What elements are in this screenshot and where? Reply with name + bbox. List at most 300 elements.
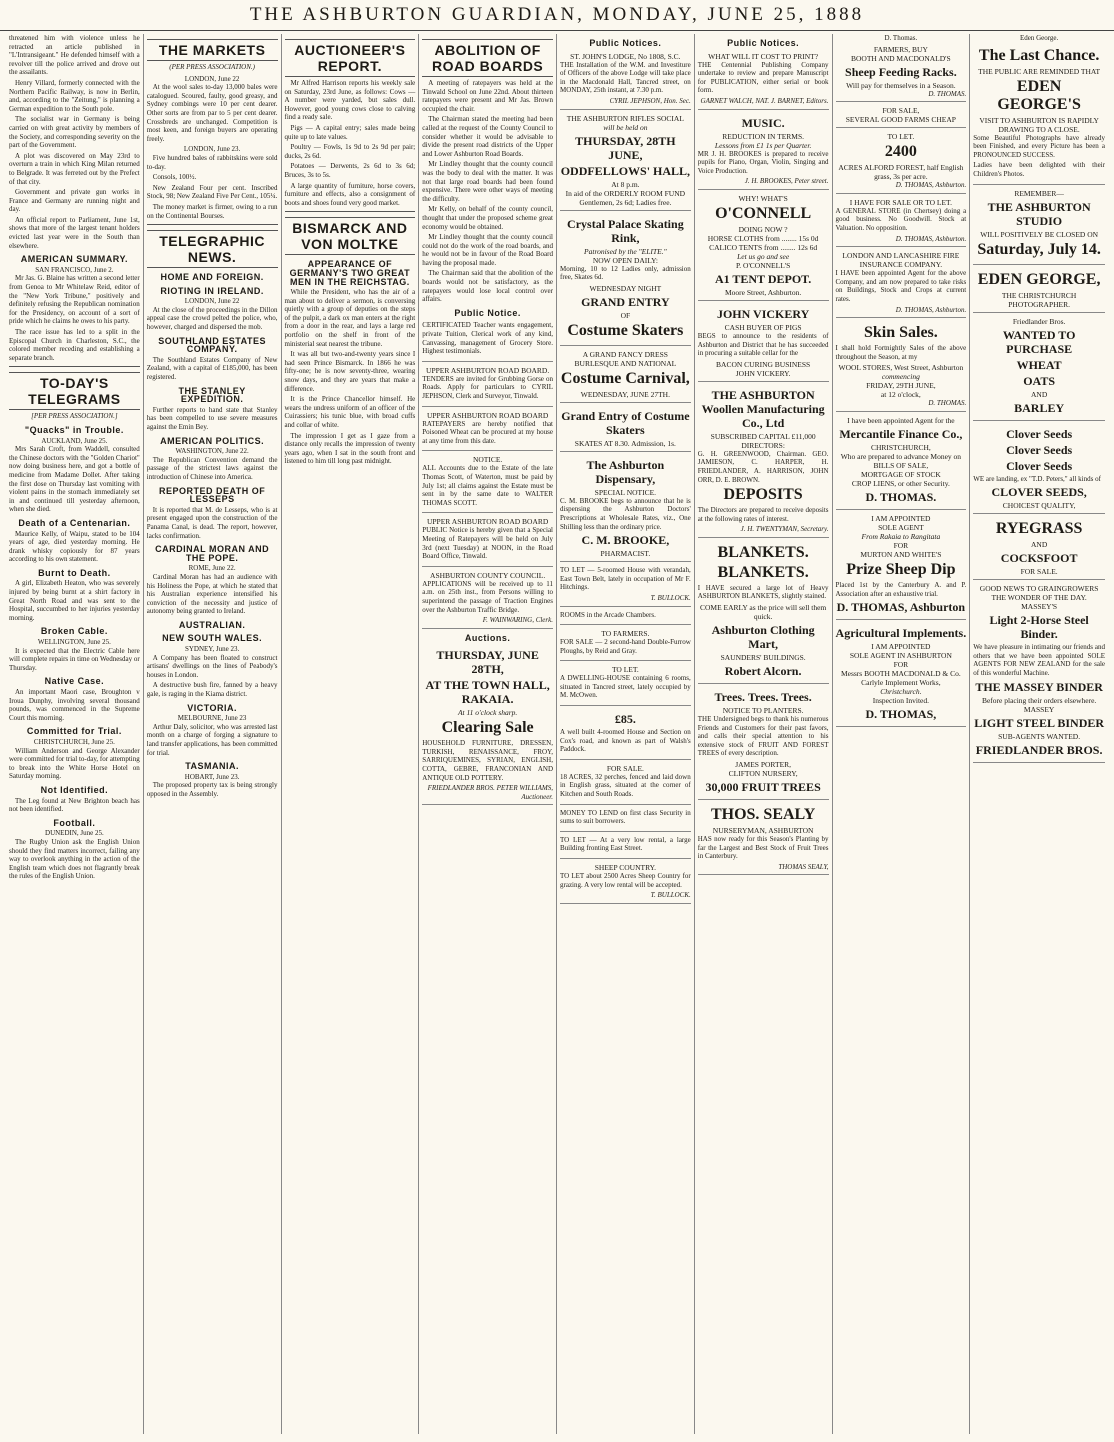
article-paragraph: Five hundred bales of rabbitskins were sold to-day. (146, 153, 278, 171)
ad-title: The Last Chance. (978, 46, 1100, 64)
subheading: "Quacks" in Trouble. (24, 424, 124, 435)
ad-text: THE Undersigned begs to thank his numerous Friends and Customers for their past favors, and calls their special attention to his extensive stock of FRUIT AND FOREST TREES of every description. (697, 715, 829, 758)
ad-signature: FRIEDLANDER BROS. (975, 742, 1103, 757)
ad-signature: D. THOMAS. (865, 489, 937, 504)
subheading: Native Case. (44, 676, 105, 687)
article-paragraph: At the wool sales to-day 13,000 bales were catalogued. Scoured, faulty, good greasy, and Sydney combings were 10 per cent dearer. Other sorts are from par to 5 per cent dearer. Crossbreds are unchanged. Competition is most keen, and foreign buyers are operating freely. (146, 83, 278, 143)
ad-text: A GRAND FANCY DRESS BURLESQUE AND NATIONAL (574, 349, 677, 368)
ad-signature: D. THOMAS, Ashburton (836, 600, 966, 615)
ad-text: Lessons from £1 1s per Quarter. (714, 140, 812, 150)
ad-date: THURSDAY, JUNE 28TH, (436, 648, 539, 677)
subheading: SOUTHLAND ESTATES COMPANY. (158, 335, 266, 355)
ad-text: APPLICATIONS will be received up to 11 a.m. on 25th inst., from Persons willing to superintend the passage of Traction Engines over the Ashburton Traffic Bridge. (422, 579, 553, 614)
ad-teacher (422, 319, 553, 361)
ad-title: UPPER ASHBURTON ROAD BOARD (426, 517, 549, 527)
ad-title: Mercantile Finance Co., (839, 426, 963, 441)
ad-price-line: CALICO TENTS from ........ 12s 6d (709, 242, 818, 252)
article-paragraph: New Zealand Four per cent. Inscribed Stock, 98; New Zealand Five Per Cent., 105¼. (146, 183, 278, 201)
subheading: Burnt to Death. (38, 567, 111, 578)
ad-title: O'CONNELL (715, 204, 812, 222)
ad-text: BOOTH AND MACDONALD'S (851, 53, 951, 63)
ad-text: Christchurch. (880, 687, 922, 697)
ad-time: at 12 o'clock, (880, 390, 921, 400)
article-paragraph: Cardinal Moran has had an audience with his Holiness the Pope, at which he stated that his Australian experience intensified his conviction of the necessity and justice of autonomy being granted to Ireland. (146, 572, 278, 616)
ad-date: Saturday, July 14. (977, 240, 1101, 258)
subheading: Broken Cable. (40, 626, 108, 637)
ad-photographer (973, 267, 1105, 313)
dateline: SAN FRANCISCO, June 2. (35, 265, 114, 274)
column-header: D. Thomas. (884, 34, 918, 42)
article-paragraph: An official report to Parliament, June 1st, shows that more of the largest tenant holders evicted last year were in the South than elsewhere. (9, 215, 140, 250)
ad-text: HOUSEHOLD FURNITURE, DRESSEN, TURKISH, RENAISSANCE, FROY, SARRIQUEMINES, SYRIAN, ENGLISH, COTTA, GEBRE, FRANCONIAN AND ANTIQUE OLD POTTERY. (422, 739, 553, 782)
ad-text: MASSEY (1023, 704, 1055, 714)
article-paragraph: An important Maori case, Broughton v Iroua Dunphy, involving several thousand pounds, was commenced in the Supreme Court this morning. (9, 688, 140, 722)
page-columns (6, 34, 1108, 1434)
ad-subtitle: DOING NOW ? (738, 224, 788, 234)
ad-title: Clover Seeds (1006, 442, 1073, 457)
ad-text: Carlyle Implement Works, (861, 678, 941, 688)
ad-text: MURTON AND WHITE'S (860, 549, 942, 559)
ad-title: WANTED TO PURCHASE (1002, 327, 1076, 356)
subheading: TASMANIA. (185, 761, 240, 772)
ad-skin-sales (836, 320, 967, 412)
subheading: Death of a Centenarian. (18, 517, 131, 528)
article-paragraph: Mr Jas. G. Blaine has written a second letter from Genoa to Mr Whitelaw Reid, editor of the "New York Tribune," positively and definitely refusing the Republican nomination for the Presidency, on account of a sort of pride which he claims he owes to his party. (9, 274, 140, 326)
ad-title: £85. (614, 712, 636, 727)
article-paragraph: Arthur Daly, solicitor, who was arrested last month on a charge of forging a signature to land transfer applications, has been committed for trial. (146, 722, 278, 757)
ad-title: Trees. Trees. Trees. (714, 690, 812, 705)
ad-subtitle: CHOICEST QUALITY, (1002, 501, 1076, 511)
ad-signature: D. THOMAS. (928, 399, 967, 408)
ad-john-vickery (698, 303, 829, 382)
ad-text: REMEMBER— (1014, 188, 1064, 198)
ad-dwelling (560, 663, 691, 706)
article-paragraph: The Rugby Union ask the English Union should they find matters incorrect, failing any way to overlook anything in the action of the English team which does not flagrantly break the rules of the English Union. (9, 837, 140, 881)
ad-text: Placed 1st by the Canterbury A. and P. Association after an exhaustive trial. (835, 580, 967, 598)
ad-text: WOOL STORES, West Street, Ashburton (838, 363, 964, 373)
ad-number: 2400 (884, 143, 917, 161)
ad-text: Who are prepared to advance Money on (840, 451, 962, 461)
ad-subtitle: CHRISTCHURCH, (870, 442, 931, 452)
ad-text: MASSEY'S (1021, 602, 1058, 612)
ad-text: Ladies have been delighted with their Children's Photos. (973, 161, 1105, 178)
article-paragraph: It was all but two-and-twenty years since I had seen Prince Bismarck. In 1866 he was fifty-one; he is now seventy-three, wearing snow days, and they are years that make a difference. (284, 350, 416, 393)
ad-title: Clover Seeds (1006, 426, 1073, 441)
ad-directors: G. H. GREENWOOD, Chairman. GEO. JAMIESON, C. HARPER, H. FRIEDLANDER, A. HARRISON, JOHN ORR, D. E. BROWN. (697, 449, 829, 484)
ad-text: MONEY TO LEND on first class Security in sums to suit borrowers. (560, 808, 691, 826)
masthead (0, 0, 1114, 31)
article-paragraph: Potatoes — Derwents, 2s 6d to 3s 6d; Bruces, 3s to 5s. (284, 162, 416, 179)
ad-sheep-racks (836, 43, 967, 103)
ad-rooms (560, 609, 691, 626)
ad-signature: T. BULLOCK. (650, 593, 691, 602)
subheading: Not Identified. (40, 784, 109, 795)
subheading: AMERICAN POLITICS. (160, 435, 265, 446)
ad-signature: JOHN VICKERY. (735, 368, 791, 378)
ad-signature: D. THOMAS, Ashburton. (895, 181, 967, 190)
dateline: CHRISTCHURCH, June 25. (33, 737, 115, 746)
ad-farms-sale (836, 104, 967, 128)
ad-title: Sheep Feeding Racks. (845, 64, 957, 79)
subheading: Football. (53, 817, 96, 828)
ad-title: FOR SALE, (882, 106, 920, 116)
ad-sheep-dip (836, 512, 967, 620)
ad-text: A GENERAL STORE (in Chertsey) doing a good business. No Goodwill. Stock at Valuation. No opposition. (835, 206, 967, 232)
dateline: LONDON, June 22 (184, 297, 240, 306)
ad-text: TENDERS are invited for Grubbing Gorse on Roads. Apply for particulars to CYRIL JEPHSON, Clerk and Surveyor, Tinwald. (422, 374, 553, 400)
ad-text: I have been appointed Agent for the (847, 415, 955, 425)
article-paragraph: Mr Lindley thought that the county council could not do the work of the road boards, and he would not be in favour of the Road Board having the proposal made. (422, 233, 553, 267)
ad-text: TO LET — 5-roomed House with verandah, East Town Belt, lately in occupation of Mr F. Hitchings. (560, 566, 691, 592)
ad-text: FOR SALE — 2 second-hand Double-Furrow Ploughs, by Reid and Gray. (560, 638, 691, 655)
heading-bismarck: BISMARCK AND VON MOLTKE (285, 217, 416, 255)
ad-title: MUSIC. (741, 115, 785, 130)
ad-agricultural-implements (836, 622, 967, 727)
article-paragraph: The Chairman stated the meeting had been called at the request of the County Council to consider whether it would be advisable to divide the present road districts of the Upper and Lower Ashburton Road Boards. (422, 115, 553, 158)
ad-text: ALL Accounts due to the Estate of the late Thomas Scott, of Waterton, must be paid by July 1st; all claims against the Estate must be sent in by the same date to WALTER THOMAS SCOTT. (422, 464, 553, 507)
ad-title: RYEGRASS (995, 520, 1083, 538)
ad-skating-rink (560, 213, 691, 346)
column-7 (833, 34, 971, 1434)
ad-title: Costume Carnival, (560, 369, 690, 387)
ad-text: VISIT TO ASHBURTON IS RAPIDLY DRAWING TO A CLOSE. (979, 115, 1099, 134)
ad-title: THOS. SEALY (710, 806, 816, 824)
article-paragraph: A plot was discovered on May 23rd to overturn a train in which King Milan returned to Belgrade. It was ferreted out by the Prefect of that city. (9, 151, 140, 186)
ad-dispensary (560, 454, 691, 562)
article-paragraph: Pigs — A capital entry; sales made being quite up to late values. (284, 123, 416, 141)
ad-text: PUBLIC Notice is hereby given that a Special Meeting of Ratepayers will be held on July 3rd (next Tuesday) at NOON, in the Road Board Office, Tinwald. (422, 526, 553, 561)
ad-signature: F. WAINWARING, Clerk. (482, 616, 553, 625)
ad-title: WHAT WILL IT COST TO PRINT? (708, 51, 819, 61)
ad-text: ACRES ALFORD FOREST, half English grass, 3s per acre. (838, 163, 964, 182)
ad-signature: D. THOMAS, Ashburton. (895, 305, 967, 314)
ad-text: BACON CURING BUSINESS (716, 359, 811, 369)
ad-text: I shall hold Fortnightly Sales of the above throughout the Season, at my (835, 344, 967, 361)
ad-title: TO FARMERS. (601, 629, 650, 639)
ad-text: The Directors are prepared to receive deposits at the following rates of interest. (697, 506, 829, 523)
ad-title: ST. JOHN'S LODGE, No 1808, S.C. (570, 51, 681, 61)
ad-date: WEDNESDAY, JUNE 27TH. (580, 389, 670, 399)
ad-text: FOR SALE. (1020, 567, 1058, 577)
press-credit: [PER PRESS ASSOCIATION.] (31, 412, 118, 421)
ad-signature: THOMAS SEALY, (778, 862, 829, 871)
ad-text: GRAND ENTRY (581, 294, 670, 309)
dateline: AUCKLAND, June 25. (41, 436, 108, 445)
ad-mercantile-finance (836, 414, 967, 510)
article-paragraph: A destructive bush fire, fanned by a heavy gale, is raging in the Kiama district. (146, 681, 278, 699)
article-paragraph: Maurice Kelly, of Waipu, stated to be 104 years of age, died yesterday morning. He drank whisky copiously for 87 years according to his own statement. (9, 529, 140, 564)
article-paragraph: The socialist war in Germany is being carried on with great activity by members of the Society, and corresponding severity on the part of the Government. (9, 115, 140, 150)
ad-text: RATEPAYERS are hereby notified that Poisoned Wheat can be procured at my house at any time from this date. (422, 419, 553, 445)
article-paragraph: While the President, who has the air of a man about to deliver a sermon, is conversing quietly with a group of deputies on the steps of the pulpit, a dark ox man enters at the right from a door in the rear, and lays a large red portfolio on the shelf in front of the ministerial seat nearest the tribune. (284, 288, 416, 348)
ad-text: THE Installation of the W.M. and Investiture of Officers of the above Lodge will take place in the Macdonald Hall, Tancred street, on MONDAY, 25th instant, at 7.30 p.m. (560, 60, 691, 95)
ad-costume-carnival (560, 348, 691, 403)
ad-road-board-wheat (422, 409, 553, 452)
heading-telegraphic-news: TELEGRAPHIC NEWS. (147, 230, 278, 268)
ad-ryegrass (973, 516, 1105, 580)
divider (147, 224, 278, 225)
ad-text: CROP LIENS, or other Security. (851, 478, 950, 488)
ad-text: P. O'CONNELL'S (735, 260, 791, 270)
ad-massey-binder (973, 582, 1105, 762)
ad-text: C. M. BROOKE begs to announce that he is dispensing the Ashburton Doctors' Prescriptions at Wholesale Rates, viz., One Shilling less than the ordinary price. (560, 496, 691, 531)
ad-signature: D. THOMAS. (928, 89, 967, 98)
ad-title: NOTICE. (472, 455, 503, 465)
article-paragraph: At the close of the proceedings in the Dillon appeal case the crowd pelted the police, who, however, charged and dispersed the mob. (146, 305, 278, 332)
ad-text: We have pleasure in intimating our friends and others that we have been appointed SOLE AGENTS FOR NEW ZEALAND for the sale of this wonderful Machine. (973, 643, 1105, 677)
section-header: Public Notices. (727, 38, 800, 48)
divider (285, 211, 416, 212)
ad-text: AND (1031, 389, 1048, 399)
ad-text: WEDNESDAY NIGHT (589, 283, 662, 293)
newspaper-title: THE ASHBURTON GUARDIAN, MONDAY, JUNE 25, 1888 (249, 4, 865, 25)
ad-text: will be held on (603, 122, 648, 132)
ad-time: At 11 o'clock sharp. (457, 708, 518, 718)
article-paragraph: A meeting of ratepayers was held at the Tinwald School on June 22nd. About thirteen ratepayers were present and Mr Jas. Brown occupied the chair. (422, 79, 553, 113)
ad-text: WILL POSITIVELY BE CLOSED ON (980, 229, 1099, 239)
ad-text: 18 ACRES, 32 perches, fenced and laid down in English grass, situated at the corner of Kitchen and South Roads. (560, 772, 691, 799)
ad-eden-george (973, 43, 1105, 185)
ad-road-board-meeting (422, 515, 553, 566)
ad-text: WHEAT (1016, 357, 1062, 372)
ad-2400-acres (836, 130, 967, 194)
column-1 (6, 34, 144, 1434)
ad-house-85 (560, 708, 691, 760)
ad-title: LONDON AND LANCASHIRE FIRE INSURANCE COMPANY. (842, 251, 960, 270)
ad-text: Some Beautiful Photographs have already been Finished, and every Picture has been a PRONOUNCED SUCCESS. (973, 133, 1105, 159)
article-paragraph: Mrs Sarah Croft, from Waddell, consulted the Chinese doctors with the "Golden Chariot" now doing business here, and got a bottle of medicine from Madame Dollet. After taking the first dose on Thursday last vomiting with violent pains in the stomach immediately set in and continued till yesterday afternoon, when she died. (9, 445, 140, 514)
ad-music (698, 112, 829, 190)
ad-title: A1 TENT DEPOT. (714, 271, 812, 286)
article-paragraph: The Republican Convention demand the passage of the strictest laws against the introduction of Chinese into America. (146, 455, 278, 481)
dateline: DUNEDIN, June 25. (45, 829, 104, 838)
ad-signature: J. H. TWENTYMAN, Secretary. (740, 525, 829, 534)
ad-text: Morning, 10 to 12 Ladies only, admission free, Skates 6d. (560, 264, 691, 282)
article-paragraph: The Leg found at New Brighton beach has not been identified. (9, 796, 140, 814)
ad-text: BARLEY (1014, 400, 1065, 415)
subheading: HOME AND FOREIGN. (160, 272, 264, 283)
ad-subtitle: Patronised by the "ELITE." (584, 246, 667, 256)
ad-text: MR J. H. BROOKES is prepared to receive pupils for Piano, Organ, Violin, Singing and Voice Production. (697, 149, 829, 175)
ad-title: Agricultural Implements. (835, 626, 967, 641)
column-2 (144, 34, 282, 1434)
ad-text: FOR (893, 660, 909, 670)
ad-place: ODDFELLOWS' HALL, (560, 163, 691, 178)
ad-text: COME EARLY as the price will sell them quick. (700, 603, 827, 622)
ad-title: Clearing Sale (441, 719, 534, 737)
ad-text: AND (1031, 540, 1048, 550)
ad-text: TO LET about 2500 Acres Sheep Country for grazing. A very low rental will be accepted. (560, 872, 691, 889)
ad-text: I AM APPOINTED (871, 642, 931, 652)
ad-title: Ashburton Clothing Mart, (711, 623, 815, 652)
ad-to-farmers (560, 627, 691, 661)
ad-costume-skaters (560, 405, 691, 452)
ad-signature: T. BULLOCK. (650, 891, 691, 900)
ad-text: Let us go and see (737, 251, 790, 261)
dateline: WASHINGTON, June 22. (175, 447, 249, 456)
column-8 (970, 34, 1108, 1434)
ad-title: BLANKETS. (717, 563, 809, 581)
ad-text: LIGHT STEEL BINDER (974, 715, 1105, 730)
ad-text: Before placing their orders elsewhere. (981, 695, 1097, 705)
article-paragraph: threatened him with violence unless he retracted an article published in "L'Intransigeant." He defended himself with a revolver till the police arrived and drove out the assailants. (9, 34, 140, 77)
ad-text: HAS now ready for this Season's Planting by far the Largest and Best Stock of Fruit Trees in Canterbury. (697, 835, 829, 861)
dateline: SYDNEY, June 23. (184, 645, 240, 654)
ad-title: UPPER ASHBURTON ROAD BOARD. (426, 365, 550, 375)
ad-clearing-sale (422, 644, 553, 805)
ad-text: NOW OPEN DAILY: (592, 255, 658, 265)
dateline: ROME, June 22. (188, 564, 236, 573)
ad-signature: GARNET WALCH, NAT. J. BARNET, Editors. (700, 96, 829, 105)
ad-signature: D. THOMAS, (865, 707, 937, 722)
ad-subtitle: SAUNDERS' BUILDINGS. (720, 653, 806, 663)
ad-text: WHY! WHAT'S (738, 193, 788, 203)
ad-text: Friedlander Bros. (1012, 316, 1066, 326)
article-paragraph: William Anderson and George Alexander were committed for trial to-day, for attempting to break into the White Horse Hotel on Saturday morning. (9, 746, 140, 781)
ad-thos-sealy (698, 802, 829, 875)
ad-text: ROOMS in the Arcade Chambers. (560, 610, 656, 619)
dateline: LONDON, June 23. (183, 145, 241, 154)
ad-place: AT THE TOWN HALL, RAKAIA. (425, 678, 550, 707)
ad-date: THURSDAY, 28TH JUNE, (575, 133, 676, 162)
dateline: WELLINGTON, June 25. (37, 638, 111, 647)
ad-text: I HAVE secured a large lot of Heavy ASHBURTON BLANKETS, slightly stained. (697, 583, 829, 601)
article-paragraph: A girl, Elizabeth Heaton, who was severely injured by being burnt at a shirt factory in Great North Road and was sent to the Hospital, succumbed to her injuries yesterday morning. (9, 579, 140, 622)
press-credit: (PER PRESS ASSOCIATION.) (169, 63, 255, 71)
subheading: CARDINAL MORAN AND THE POPE. (155, 544, 270, 563)
ad-text: A well built 4-roomed House and Section on Cox's road, and known as part of Walsh's Paddock. (560, 728, 691, 754)
ad-subtitle: SPECIAL NOTICE. (594, 487, 657, 497)
section-header: Auctions. (464, 632, 511, 643)
ad-text: Inspection Invited. (872, 696, 929, 706)
ad-title: 30,000 FRUIT TREES (705, 780, 821, 795)
dateline: LONDON, June 22 (184, 74, 240, 83)
article-paragraph: Mr Alfred Harrison reports his weekly sale on Saturday, 23rd June, as follows: Cows — A number were yarded, but sales dull. However, good young cows close to calving find a ready sale. (284, 79, 416, 122)
ad-sheep-country (560, 861, 691, 904)
ad-title: FOR SALE. (606, 763, 644, 773)
subheading: Committed for Trial. (26, 726, 122, 737)
dateline: HOBART, June 23. (184, 772, 240, 781)
subheading: APPEARANCE OF GERMANY'S TWO GREAT MEN IN THE REICHSTAG. (289, 259, 411, 287)
article-paragraph: It is reported that M. de Lesseps, who is at present engaged upon the construction of the Panama Canal, is dead. The report, however, lacks confirmation. (146, 505, 278, 540)
ad-title: Light 2-Horse Steel Binder. (989, 613, 1089, 642)
ad-title: SHEEP COUNTRY. (594, 863, 656, 872)
article-paragraph: Mr Kelly, on behalf of the county council, thought that under the proposed scheme great economy would be obtained. (422, 205, 553, 231)
ad-text: From Rakaia to Rangitata (861, 531, 941, 541)
article-paragraph: Mr Lindley thought that the county council was the body to deal with the matter. It was not that large road boards had been found expensive. There were other ways of meeting the difficulty. (422, 160, 553, 203)
subheading: REPORTED DEATH OF LESSEPS (158, 485, 266, 505)
ad-date: FRIDAY, 29TH JUNE, (866, 381, 936, 391)
ad-title: COCKSFOOT (1000, 551, 1078, 566)
ad-county-council (422, 569, 553, 629)
ad-text: In aid of the ORDERLY ROOM FUND (565, 188, 686, 198)
ad-text: TO LET — At a very low rental, a large Building fronting East Street. (560, 835, 691, 853)
dateline: MELBOURNE, June 23 (177, 714, 247, 723)
article-paragraph: The race issue has led to a split in the Episcopal Church in Charleston, S.C., the colored member receding and establishing a separate branch. (9, 328, 140, 362)
ad-print-cost (698, 50, 829, 110)
ad-title: THE ASHBURTON STUDIO (987, 199, 1091, 228)
column-5 (557, 34, 695, 1434)
ad-title: TO LET. (887, 132, 915, 142)
ad-subtitle: CASH BUYER OF PIGS (724, 322, 802, 332)
ad-title: Grand Entry of Costume Skaters (561, 408, 690, 437)
ad-grain-purchase (973, 315, 1105, 421)
ad-title: EDEN GEORGE, (977, 270, 1101, 288)
ad-title: Prize Sheep Dip (846, 560, 956, 578)
heading-markets: THE MARKETS (147, 39, 278, 61)
ad-building-to-let (560, 834, 691, 859)
subheading: RIOTING IN IRELAND. (160, 285, 264, 296)
ad-signature: J. H. BROOKES, Peter street. (744, 177, 829, 186)
ad-title: ASHBURTON COUNTY COUNCIL. (430, 570, 546, 580)
section-header: Public Notices. (589, 38, 662, 48)
ad-text: OF (620, 310, 631, 320)
ad-subtitle: NURSERYMAN, ASHBURTON (712, 826, 814, 836)
ad-text: THE PUBLIC ARE REMINDED THAT (978, 66, 1101, 76)
ad-text: DIRECTORS: (741, 440, 785, 450)
article-paragraph: The Southland Estates Company of New Zealand, with a capital of £185,000, has been registered. (146, 355, 278, 382)
ad-title: TO LET. (611, 665, 639, 675)
article-paragraph: It is the Prince Chancellor himself. He wears the undress uniform of an officer of the Cuirassiers; his tunic blue, with broad cuffs and collar of white. (284, 395, 416, 429)
ad-text: SEVERAL GOOD FARMS CHEAP (845, 115, 956, 125)
subheading: NEW SOUTH WALES. (162, 633, 263, 644)
ad-title: THE ASHBURTON RIFLES SOCIAL (566, 113, 684, 123)
ad-text: I AM APPOINTED (871, 513, 931, 523)
ad-signature: FRIEDLANDER BROS. PETER WILLIAMS, Auctioneer. (427, 784, 553, 801)
ad-title: Crystal Palace Skating Rink, (567, 216, 684, 245)
ad-subtitle: REDUCTION IN TERMS. (722, 131, 804, 141)
section-header: Public Notice. (454, 307, 521, 318)
ad-title: UPPER ASHBURTON ROAD BOARD (426, 410, 549, 420)
ad-text: THE Centennial Publishing Company undertake to review and prepare Manuscript for PUBLICATION, either serial or book form. (697, 60, 829, 95)
ad-text: Will pay for themselves in a Season. (846, 80, 956, 90)
ad-admission: Gentlemen, 2s 6d; Ladies free. (579, 197, 672, 207)
ad-text: OATS (1023, 373, 1056, 388)
ad-title: THE ASHBURTON Woollen Manufacturing Co., Ltd (701, 387, 825, 430)
ad-18-acres (560, 762, 691, 805)
ad-text: SOLE AGENT IN ASHBURTON (849, 651, 952, 661)
heading-todays-telegrams: TO-DAY'S TELEGRAMS (9, 372, 140, 410)
heading-american-summary: AMERICAN SUMMARY. (20, 254, 128, 265)
ad-signature: D. THOMAS, Ashburton. (895, 234, 967, 243)
divider (9, 366, 140, 367)
ad-text: FOR (893, 540, 909, 550)
column-6 (695, 34, 833, 1434)
ad-text: SOLE AGENT (878, 522, 924, 532)
ad-text: SKATES AT 8.30. Admission, 1s. (574, 438, 676, 448)
subheading: THE STANLEY EXPEDITION. (178, 385, 246, 405)
ad-price-line: HORSE CLOTHS from ........ 15s 0d (707, 233, 819, 243)
ad-text: GOOD NEWS TO GRAINGROWERS (979, 584, 1099, 594)
article-paragraph: It is expected that the Electric Cable here will complete repairs in time on Wednesday or Thursday. (9, 646, 140, 672)
article-paragraph: A large quantity of furniture, horse covers, furniture and effects, also a consignment of boots and shoes found very good market. (284, 181, 416, 207)
article-paragraph: Further reports to hand state that Stanley has been compelled to use severe measures against the Emin Bey. (146, 405, 278, 431)
ad-trees (698, 686, 829, 800)
ad-text: I HAVE been appointed Agent for the above Company, and am now prepared to take risks on Buildings, Stock and Crops at current rates. (835, 269, 967, 303)
column-4 (419, 34, 557, 1434)
ad-nursery: CLIFTON NURSERY, (728, 769, 798, 779)
article-paragraph: A Company has been floated to construct artisans' dwellings on the lines of Peabody's houses in London. (146, 653, 278, 679)
ad-text: WE are landing, ex "T.D. Peters," all kinds of (973, 474, 1101, 483)
ad-text: THE MASSEY BINDER (975, 679, 1103, 694)
ad-st-johns-lodge (560, 50, 691, 110)
ad-title: Costume Skaters (567, 321, 684, 339)
article-paragraph: The proposed property tax is being strongly opposed in the Assembly. (146, 781, 278, 798)
ad-oconnell (698, 192, 829, 301)
column-header: Eden George. (1019, 34, 1059, 42)
column-3 (282, 34, 420, 1434)
ad-studio-closing (973, 187, 1105, 265)
